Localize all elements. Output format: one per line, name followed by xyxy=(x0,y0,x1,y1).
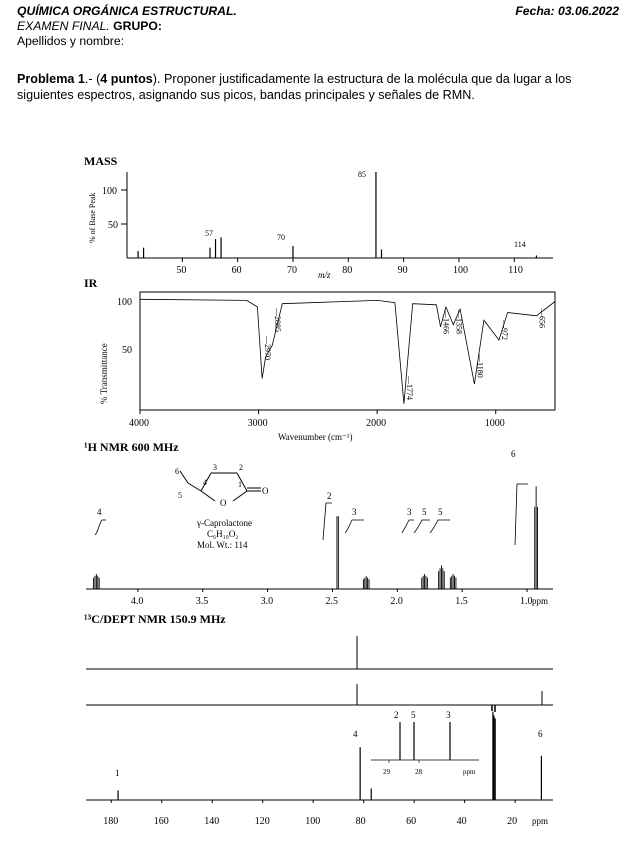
c-peak-label: 1 xyxy=(115,768,120,778)
mass-spectrum xyxy=(0,150,636,280)
h-peaks xyxy=(94,486,538,589)
mass-xtick: 90 xyxy=(397,265,408,276)
mass-label: 70 xyxy=(277,233,285,242)
ir-ytick: 50 xyxy=(122,345,132,356)
name-line: Apellidos y nombre: xyxy=(17,34,125,48)
h-nmr-title: ¹H NMR 600 MHz xyxy=(84,440,179,454)
ir-xtick: 1000 xyxy=(484,418,505,429)
c-peak-label: 6 xyxy=(538,729,543,739)
c-inset-label: 3 xyxy=(446,710,451,720)
h-xticks xyxy=(131,589,548,607)
c-xtick-unit: ppm xyxy=(532,816,549,826)
atom-label: 1 xyxy=(238,480,242,489)
c-xtick: 160 xyxy=(153,816,169,827)
c-xticks xyxy=(103,800,548,827)
h-xtick: 3.5 xyxy=(195,596,209,607)
h-xtick: 1.0 xyxy=(520,596,533,607)
ir-title: IR xyxy=(84,276,98,290)
atom-label: O xyxy=(220,498,227,508)
h-xtick: 2.0 xyxy=(390,596,403,607)
atom-label: O xyxy=(262,486,269,496)
mass-xtick: 70 xyxy=(286,265,297,276)
h-integrals xyxy=(95,484,528,545)
c-inset-tick: 28 xyxy=(415,768,422,776)
caprolactone-structure xyxy=(180,471,261,501)
ir-peak-label: —1358 xyxy=(454,310,464,334)
mass-xtick: 110 xyxy=(508,265,523,276)
c-inset-tick: 29 xyxy=(383,768,390,776)
c-inset-label: 5 xyxy=(411,710,416,720)
h-xtick: 3.0 xyxy=(260,596,274,607)
mass-xtick: 100 xyxy=(452,265,468,276)
mass-xtick: 50 xyxy=(176,265,187,276)
problem-statement: Problema 1.- (4 puntos). Proponer justificadamente la estructura de la molécula que da lugar a los siguientes espectros, asignando sus picos, bandas principales y señales de RMN. xyxy=(17,72,572,102)
course-title: QUÍMICA ORGÁNICA ESTRUCTURAL. xyxy=(17,4,237,18)
h-xtick: 4.0 xyxy=(130,596,144,607)
ir-xticks xyxy=(129,410,505,429)
c-xtick: 180 xyxy=(103,816,119,827)
c-inset xyxy=(371,710,479,776)
h-xtick: 1.5 xyxy=(455,596,468,607)
ir-peak-label: —2885 xyxy=(273,308,283,332)
ir-peak-label: —1466 xyxy=(441,310,451,334)
c-xtick: 20 xyxy=(507,816,518,827)
exam-date: Fecha: 03.06.2022 xyxy=(515,4,619,18)
ir-xtick: 3000 xyxy=(247,418,268,429)
atom-label: 3 xyxy=(213,463,217,472)
h-peak-label: 2 xyxy=(327,491,332,501)
mass-xtick: 80 xyxy=(342,265,353,276)
mass-title: MASS xyxy=(84,154,118,168)
h-peak-label: 5 xyxy=(438,507,443,517)
c-inset-tick: ppm xyxy=(463,768,476,776)
mass-label: 114 xyxy=(514,240,526,249)
c-peak-label: 4 xyxy=(353,729,358,739)
ir-peak-label: —1774 xyxy=(404,376,414,400)
ir-peak-label: —2970 xyxy=(263,336,273,360)
mass-label: 85 xyxy=(358,170,366,179)
h-peak-label: 6 xyxy=(511,449,516,459)
compound-formula: C₆H₁₀O₂ xyxy=(207,529,239,539)
c-xtick: 60 xyxy=(406,816,417,827)
h-peak-label: 4 xyxy=(97,507,102,517)
mass-xlabel: m/z xyxy=(318,270,331,280)
h-xtick: 2.5 xyxy=(325,596,338,607)
atom-label: 5 xyxy=(178,491,182,500)
h-nmr-spectrum xyxy=(0,440,636,612)
mass-ylabel: % of Base Peak xyxy=(88,192,97,243)
compound-mw: Mol. Wt.: 114 xyxy=(197,540,248,550)
mass-bars xyxy=(138,172,536,258)
mass-xticks xyxy=(176,258,523,276)
c-xtick: 100 xyxy=(305,816,321,827)
h-peak-label: 5 xyxy=(422,507,427,517)
h-peak-label: 3 xyxy=(407,507,412,517)
c-xtick: 120 xyxy=(254,816,270,827)
ir-ylabel: % Transmittance xyxy=(99,343,109,404)
ir-xlabel: Wavenumber (cm⁻¹) xyxy=(278,432,353,442)
atom-label: 6 xyxy=(175,467,179,476)
ir-peak-labels xyxy=(263,307,546,400)
h-xtick-unit: ppm xyxy=(532,596,549,606)
mass-ytick: 50 xyxy=(108,220,118,231)
h-peak-label: 3 xyxy=(352,507,357,517)
compound-name: γ-Caprolactone xyxy=(197,518,252,528)
ir-xtick: 4000 xyxy=(129,418,149,429)
mass-ytick: 100 xyxy=(102,186,117,197)
ir-peak-label: —972 xyxy=(500,320,510,340)
atom-label: 2 xyxy=(239,463,243,472)
c-peaks xyxy=(118,712,541,800)
mass-xtick: 60 xyxy=(231,265,242,276)
c-inset-label: 2 xyxy=(394,710,399,720)
atom-label: 4 xyxy=(203,478,207,487)
mass-label: 57 xyxy=(205,229,213,238)
ir-xtick: 2000 xyxy=(366,418,387,429)
ir-spectrum xyxy=(0,276,636,446)
c-xtick: 80 xyxy=(355,816,366,827)
c-xtick: 40 xyxy=(456,816,467,827)
ir-trace xyxy=(140,299,555,404)
ir-peak-label: —1180 xyxy=(475,354,485,378)
c-xtick: 140 xyxy=(204,816,220,827)
c-nmr-spectrum xyxy=(0,612,636,848)
c-nmr-title: ¹³C/DEPT NMR 150.9 MHz xyxy=(84,612,226,626)
ir-ytick: 100 xyxy=(117,297,132,308)
exam-line: EXAMEN FINAL. GRUPO: xyxy=(17,19,162,33)
ir-peak-label: —656 xyxy=(537,308,547,328)
